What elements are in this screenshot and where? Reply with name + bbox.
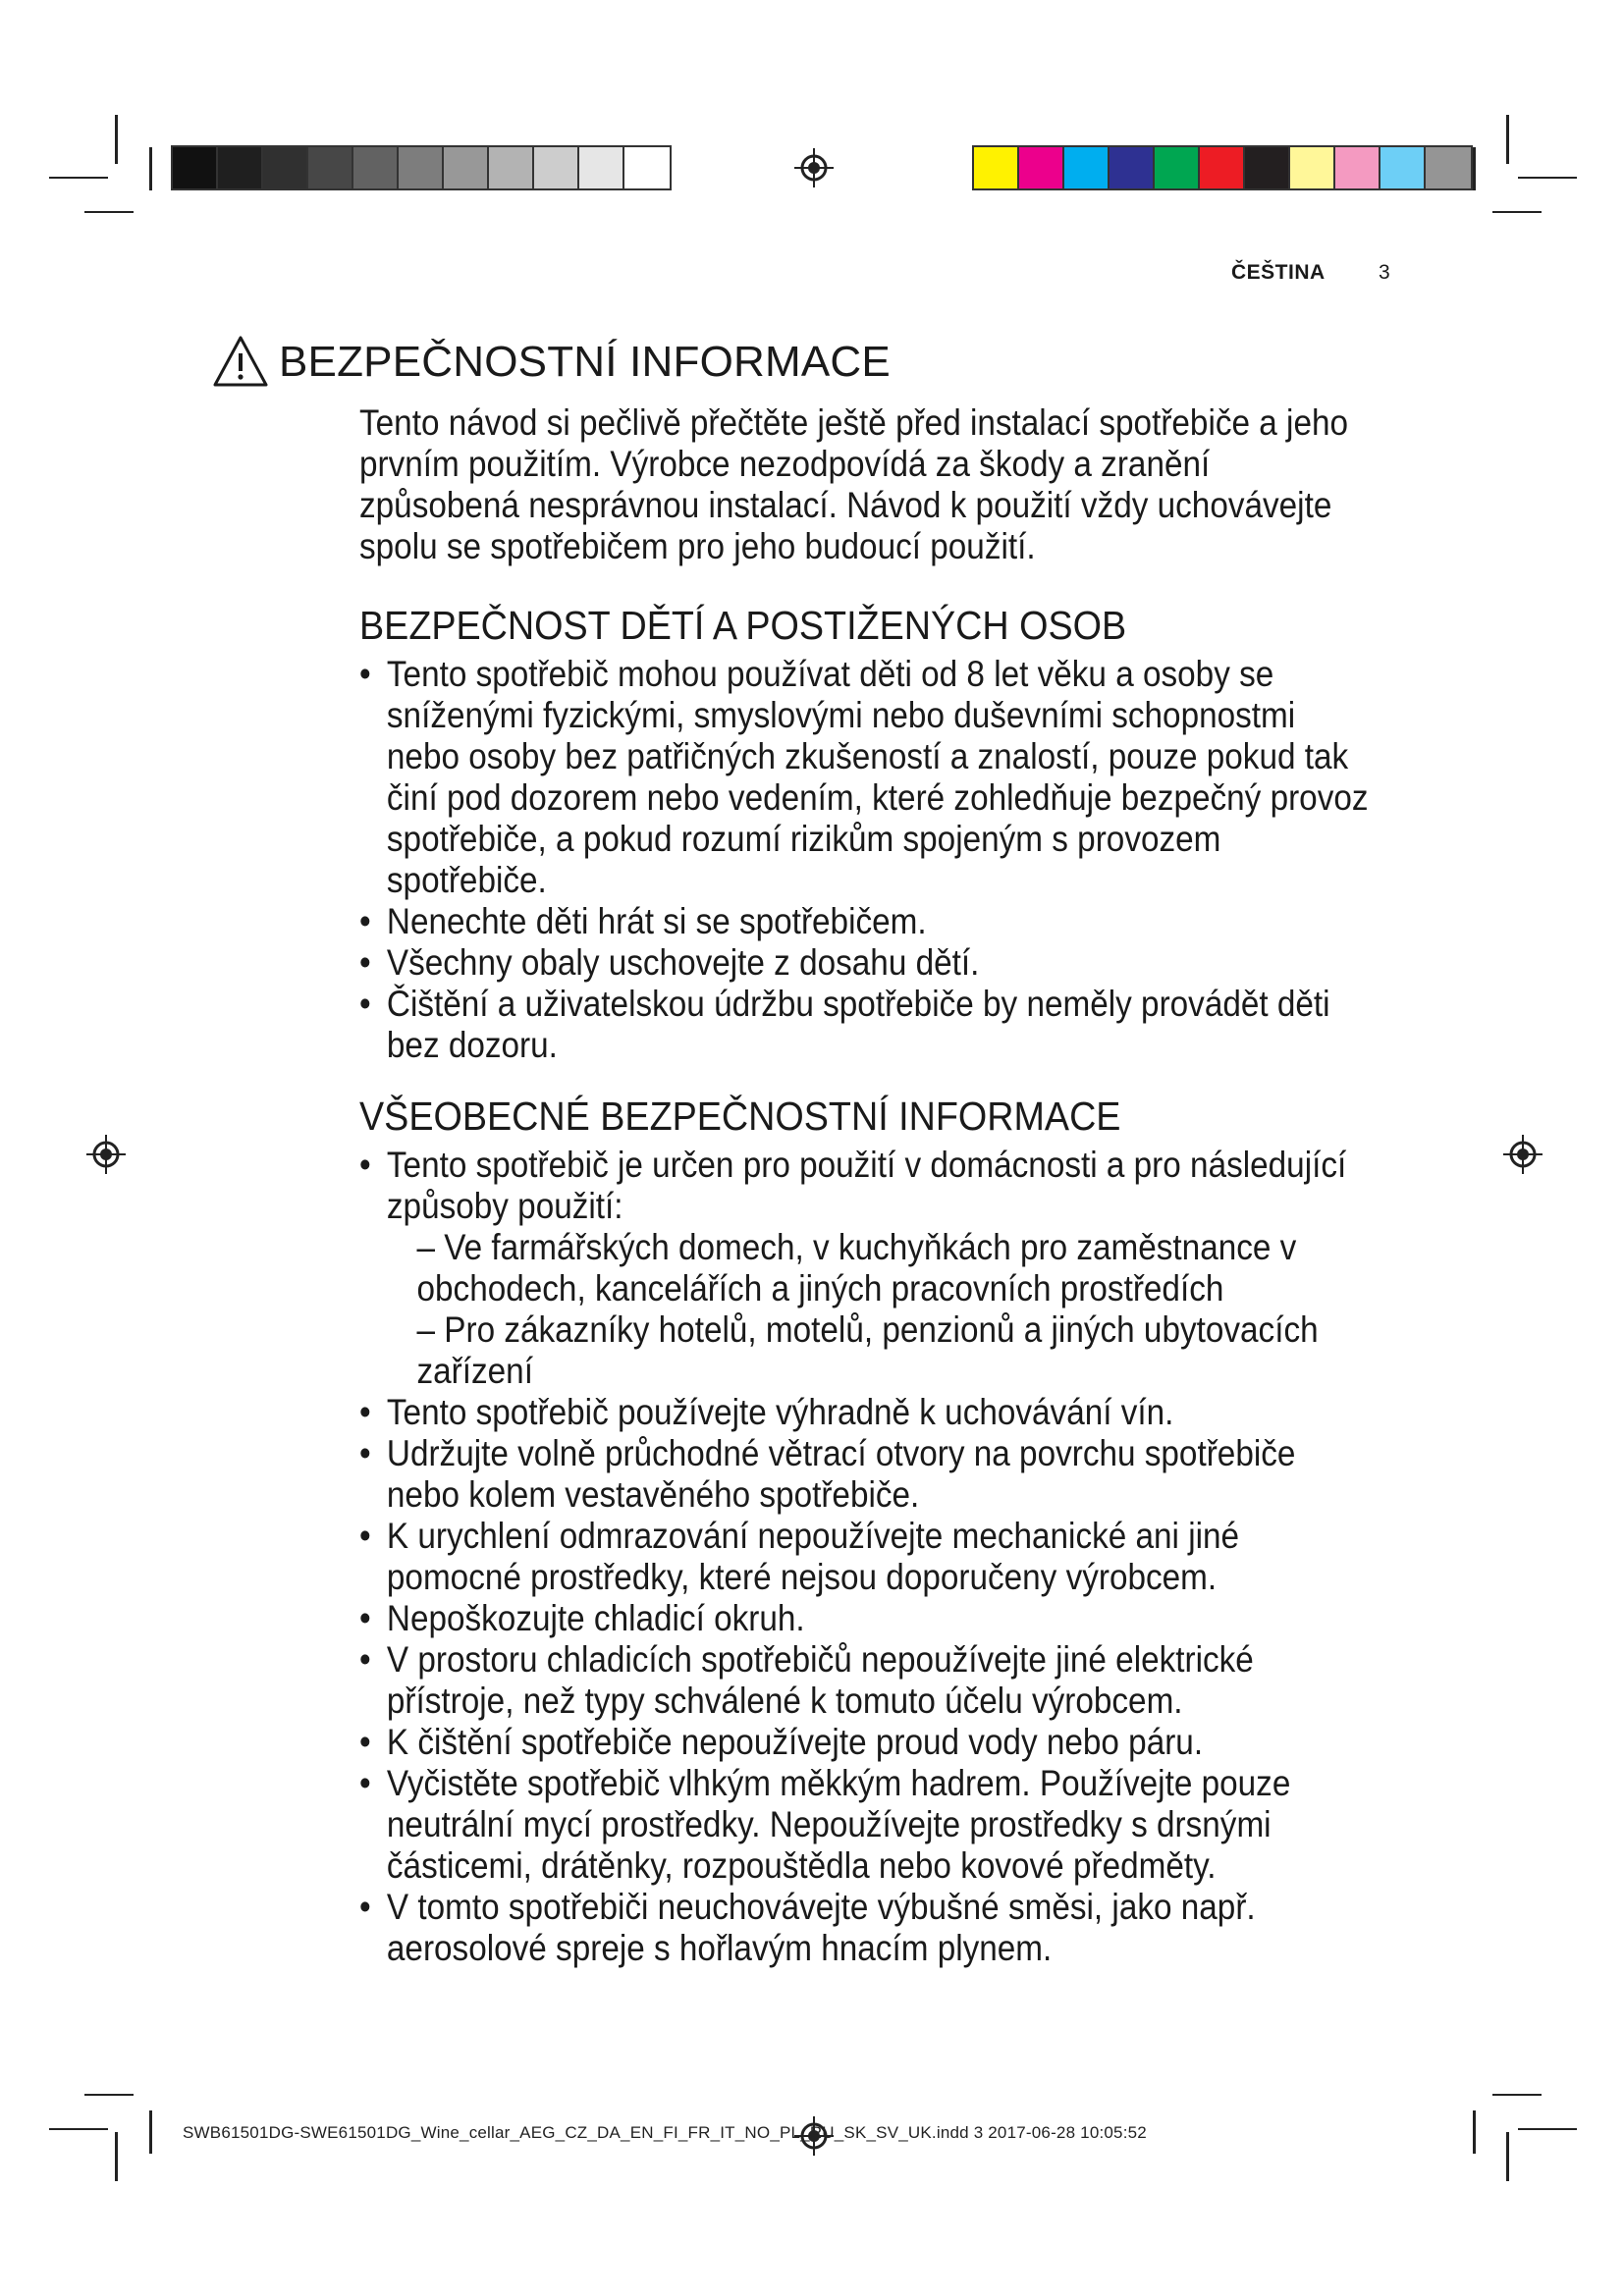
child-safety-list: [359, 654, 1376, 1066]
color-swatch: [1245, 147, 1290, 188]
color-bar: [972, 145, 1473, 190]
page-title: BEZPEČNOSTNÍ INFORMACE: [279, 338, 891, 386]
list-item: • V tomto spotřebiči neuchovávejte výbušné směsi, jako např. aerosolové spreje s hořlavým hnacím plynem.: [359, 1887, 1256, 1968]
list-item: • Nepoškozujte chladicí okruh.: [359, 1598, 805, 1638]
list-item: • Tento spotřebič je určen pro použití v domácnosti a pro následující způsoby použití: – Ve farmářských domech, v kuchyňkách pro zaměstnance v obchodech, kancelářích a jiných pracovních prostředích – Pro zákazníky hotelů, motelů, penzionů a jiných ubytovacích zařízení: [359, 1145, 1376, 1392]
list-item: • Tento spotřebič mohou používat děti od 8 let věku a osoby se sníženými fyzickými, smyslovými nebo duševními schopnostmi nebo osoby bez patřičných zkušeností a znalostí, pouze pokud tak činí pod dozorem nebo vedením, které zohledňuje bezpečný provoz spotřebiče, a pokud rozumí rizikům spojeným s provozem spotřebiče.: [359, 654, 1369, 900]
language-label: ČEŠTINA: [1231, 261, 1326, 284]
color-swatch: [444, 147, 489, 188]
warning-triangle-icon: [212, 334, 269, 389]
list-item: • Nenechte děti hrát si se spotřebičem.: [359, 901, 927, 941]
list-item: • Všechny obaly uschovejte z dosahu dětí.: [359, 942, 980, 983]
color-swatch: [1290, 147, 1335, 188]
color-swatch: [489, 147, 534, 188]
color-swatch: [534, 147, 579, 188]
list-item: • Tento spotřebič používejte výhradně k uchovávání vín.: [359, 1392, 1174, 1432]
sub-item: – Pro zákazníky hotelů, motelů, penzionů a jiných ubytovacích zařízení: [416, 1309, 1319, 1391]
color-swatch: [974, 147, 1019, 188]
list-item: • K čištění spotřebiče nepoužívejte proud vody nebo páru.: [359, 1722, 1204, 1762]
general-safety-heading: VŠEOBECNÉ BEZPEČNOSTNÍ INFORMACE: [359, 1094, 1121, 1139]
color-swatch: [218, 147, 263, 188]
color-swatch: [579, 147, 624, 188]
color-swatch: [1380, 147, 1426, 188]
color-swatch: [173, 147, 218, 188]
registration-mark-icon: [794, 148, 834, 187]
color-swatch: [1110, 147, 1155, 188]
list-item: • Vyčistěte spotřebič vlhkým měkkým hadrem. Používejte pouze neutrální mycí prostředky. Nepoužívejte prostředky s drsnými částicemi, drátěnky, rozpouštědla nebo kovové předměty.: [359, 1763, 1291, 1886]
registration-mark-icon: [1503, 1135, 1543, 1174]
color-swatch: [624, 147, 670, 188]
color-swatch: [1335, 147, 1380, 188]
color-swatch: [1155, 147, 1200, 188]
color-swatch: [353, 147, 399, 188]
list-item: • K urychlení odmrazování nepoužívejte mechanické ani jiné pomocné prostředky, které nejsou doporučeny výrobcem.: [359, 1516, 1240, 1597]
intro-paragraph: Tento návod si pečlivě přečtěte ještě před instalací spotřebiče a jeho prvním použitím. Výrobce nezodpovídá za škody a zranění způsobená nesprávnou instalací. Návod k použití vždy uchovávejte spolu se spotřebičem pro jeho budoucí použití.: [359, 402, 1349, 566]
color-swatch: [308, 147, 353, 188]
color-swatch: [263, 147, 308, 188]
registration-mark-icon: [86, 1135, 126, 1174]
sub-item: – Ve farmářských domech, v kuchyňkách pro zaměstnance v obchodech, kancelářích a jiných pracovních prostředích: [416, 1227, 1297, 1308]
child-safety-heading: BEZPEČNOST DĚTÍ A POSTIŽENÝCH OSOB: [359, 603, 1127, 648]
list-item: • Čištění a uživatelskou údržbu spotřebiče by neměly provádět děti bez dozoru.: [359, 984, 1330, 1065]
list-item: • V prostoru chladicích spotřebičů nepoužívejte jiné elektrické přístroje, než typy schválené k tomuto účelu výrobcem.: [359, 1639, 1254, 1721]
general-safety-list: [359, 1145, 1376, 1969]
color-swatch: [1200, 147, 1245, 188]
color-swatch: [1426, 147, 1471, 188]
grayscale-bar: [171, 145, 672, 190]
color-swatch: [399, 147, 444, 188]
print-slug: SWB61501DG-SWE61501DG_Wine_cellar_AEG_CZ_DA_EN_FI_FR_IT_NO_PL_RU_SK_SV_UK.indd 3 2017-06-28 10:05:52: [183, 2123, 1147, 2142]
page-number: 3: [1379, 261, 1390, 284]
color-swatch: [1019, 147, 1064, 188]
color-swatch: [1064, 147, 1110, 188]
list-item: • Udržujte volně průchodné větrací otvory na povrchu spotřebiče nebo kolem vestavěného spotřebiče.: [359, 1433, 1296, 1515]
